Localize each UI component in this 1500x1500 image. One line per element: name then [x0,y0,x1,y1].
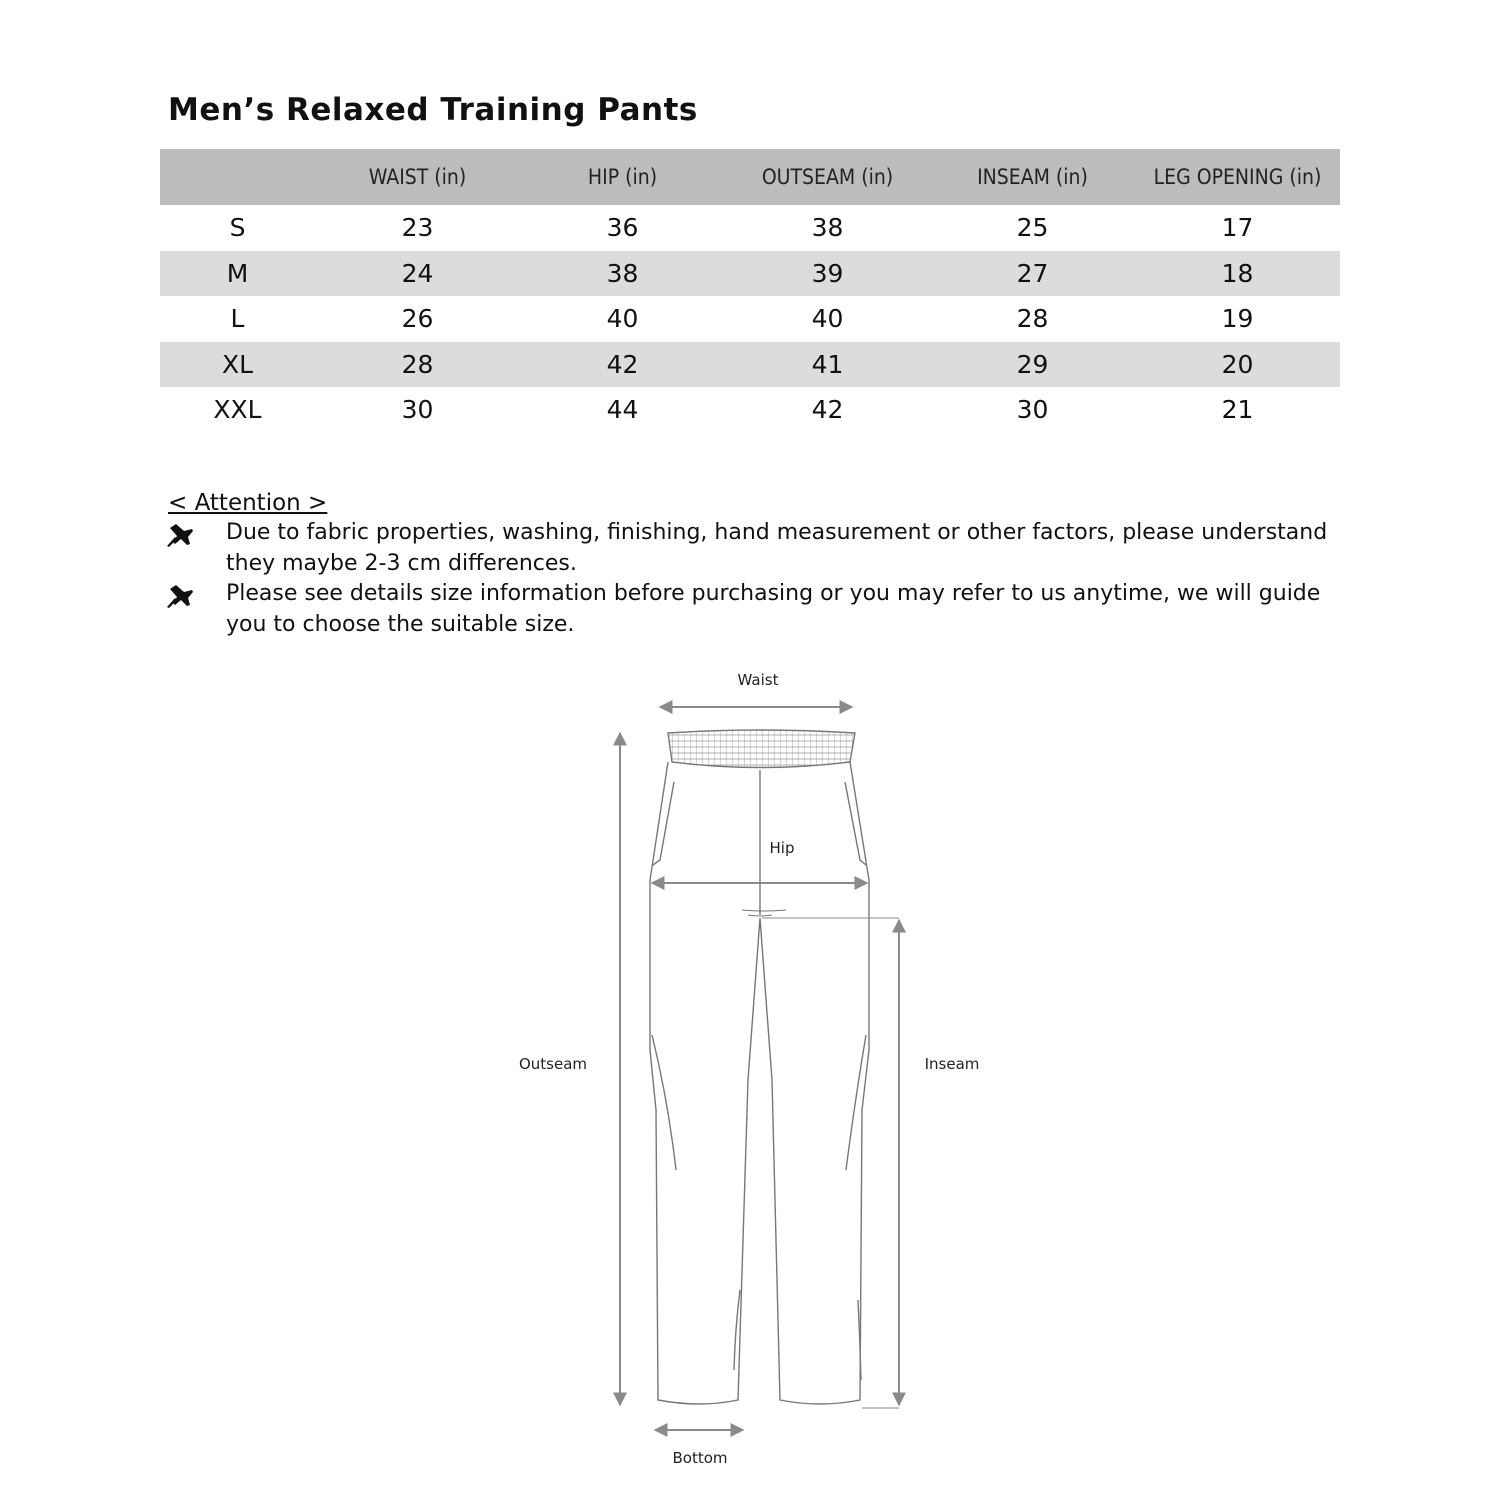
cell-outseam: 39 [725,251,930,297]
size-label: L [230,304,245,334]
waist-label: Waist [737,671,779,689]
pants-illustration-icon [650,730,869,1404]
bottom-label: Bottom [672,1449,728,1467]
size-label: M [160,251,315,297]
cell-outseam: 40 [811,304,844,334]
cell-waist: 26 [401,304,434,334]
cell-waist: 30 [401,395,434,425]
cell-hip: 40 [606,304,639,334]
outseam-label: Outseam [518,1055,588,1073]
cell-outseam: 38 [811,213,844,243]
cell-hip: 44 [606,395,639,425]
header-outseam: OUTSEAM (in) [725,149,930,205]
cell-hip: 38 [520,251,725,297]
cell-inseam: 27 [930,251,1135,297]
header-hip: HIP (in) [520,149,725,205]
attention-heading: < Attention > [168,490,328,516]
attention-note-text: Due to fabric properties, washing, finishing, hand measurement or other factors, please understand they maybe 2-3 cm differences. [226,520,1328,576]
size-label: XL [160,342,315,388]
cell-outseam: 41 [725,342,930,388]
header-inseam: INSEAM (in) [930,149,1135,205]
inseam-label: Inseam [924,1055,980,1073]
cell-waist: 23 [401,213,434,243]
cell-inseam: 28 [1016,304,1049,334]
cell-hip: 42 [520,342,725,388]
cell-leg-opening: 18 [1135,251,1340,297]
page-title: Men’s Relaxed Training Pants [168,92,698,128]
cell-leg-opening: 20 [1135,342,1340,388]
cell-waist: 24 [315,251,520,297]
cell-inseam: 29 [930,342,1135,388]
size-label: S [229,213,246,243]
header-waist: WAIST (in) [315,149,520,205]
cell-leg-opening: 19 [1221,304,1254,334]
header-leg-opening: LEG OPENING (in) [1135,149,1340,205]
cell-leg-opening: 21 [1221,395,1254,425]
cell-inseam: 25 [1016,213,1049,243]
attention-note-text: Please see details size information before purchasing or you may refer to us anytime, we will guide you to choose the suitable size. [226,581,1321,637]
hip-label: Hip [769,839,795,857]
cell-hip: 36 [606,213,639,243]
cell-leg-opening: 17 [1221,213,1254,243]
cell-waist: 28 [315,342,520,388]
cell-inseam: 30 [1016,395,1049,425]
size-label: XXL [213,395,262,425]
cell-outseam: 42 [811,395,844,425]
